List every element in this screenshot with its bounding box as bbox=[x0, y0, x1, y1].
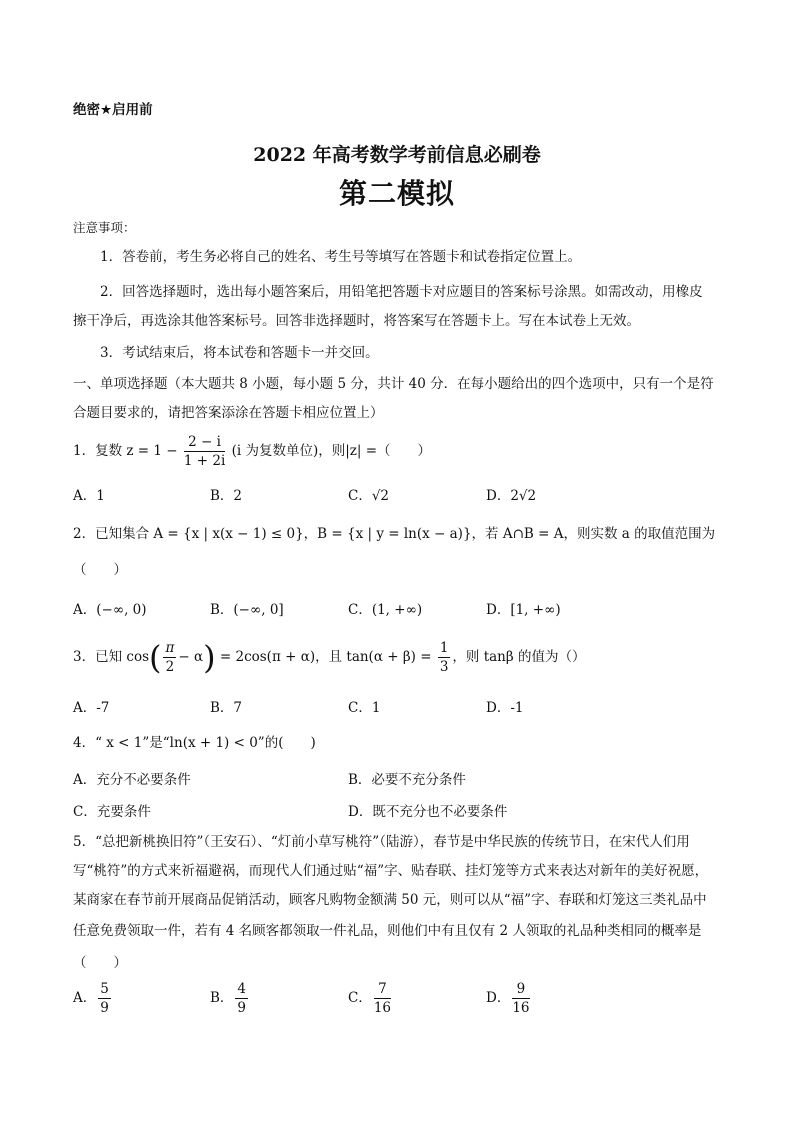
question-5-line-2: 写“桃符”的方式来祈福避祸，而现代人们通过贴“福”字、贴春联、挂灯笼等方式来表达对新年的美好祝愿， bbox=[73, 863, 709, 879]
note-item-2-cont: 擦干净后，再选涂其他答案标号。回答非选择题时，将答案写在答题卡上。写在本试卷上无效。 bbox=[73, 313, 640, 329]
question-5: 5．“总把新桃换旧符”（王安石）、“灯前小草写桃符”（陆游），春节是中华民族的传统节日，在宋代人们用 bbox=[73, 834, 690, 850]
exam-title: 2022 年高考数学考前信息必刷卷 bbox=[253, 144, 541, 166]
q4-option-a: A．充分不必要条件 bbox=[73, 772, 191, 788]
q5-option-c-label: C． bbox=[348, 990, 372, 1006]
secret-label: 绝密★启用前 bbox=[73, 102, 153, 118]
q5-b-den: 9 bbox=[237, 1000, 247, 1016]
q5-a-num: 5 bbox=[100, 981, 109, 997]
q5-c-den: 16 bbox=[373, 1000, 392, 1016]
note-item-3: 3．考试结束后，将本试卷和答题卡一并交回。 bbox=[100, 345, 379, 361]
question-5-line-4: 任意免费领取一件，若有 4 名顾客都领取一件礼品，则他们中有且仅有 2 人领取的礼品种类相同的概率是 bbox=[73, 923, 702, 939]
q3-prefix: 3．已知 cos bbox=[73, 649, 149, 665]
q1-suffix: (i 为复数单位)，则|z| =（ ） bbox=[231, 443, 432, 459]
q1-option-d: D．2√2 bbox=[486, 488, 537, 504]
question-2: 2．已知集合 A = {x | x(x − 1) ≤ 0}，B = {x | y = ln(x − a)}，若 A∩B = A，则实数 a 的取值范围为 bbox=[73, 526, 716, 542]
q4-option-c: C．充要条件 bbox=[73, 804, 151, 820]
q1-option-b: B．2 bbox=[210, 488, 243, 504]
q5-c-num: 7 bbox=[374, 980, 391, 999]
question-3 bbox=[73, 634, 585, 681]
q5-d-den: 16 bbox=[512, 1000, 530, 1016]
q5-d-num: 9 bbox=[512, 980, 529, 999]
q1-denominator: 1 + 2i bbox=[183, 453, 226, 469]
q3-option-d: D．-1 bbox=[486, 700, 524, 716]
question-4: 4．“ x < 1”是“ln(x + 1) < 0”的( ) bbox=[73, 735, 316, 751]
q3-fraction-2 bbox=[438, 639, 451, 676]
left-paren-glyph: ( bbox=[149, 638, 162, 677]
q5-option-b-label: B． bbox=[210, 990, 234, 1006]
q3-num-2: 1 bbox=[439, 640, 449, 656]
section-heading: 一、单项选择题（本大题共 8 小题，每小题 5 分，共计 40 分．在每小题给出的四个选项中，只有一个是符 bbox=[73, 376, 714, 392]
q4-option-d: D．既不充分也不必要条件 bbox=[348, 804, 508, 820]
q3-num-1: π bbox=[165, 640, 175, 656]
question-1 bbox=[73, 432, 431, 470]
note-item-1: 1．答卷前，考生务必将自己的姓名、考生号等填写在答题卡和试卷指定位置上。 bbox=[100, 249, 582, 265]
q5-option-d-label: D． bbox=[486, 990, 511, 1006]
q5-b-num: 4 bbox=[237, 981, 247, 997]
q3-den-1: 2 bbox=[165, 659, 175, 675]
q3-option-b: B．7 bbox=[210, 700, 243, 716]
q1-option-a: A．1 bbox=[73, 488, 105, 504]
q3-mid: − α bbox=[178, 649, 204, 665]
note-item-2: 2．回答选择题时，选出每小题答案后，用铅笔把答题卡对应题目的答案标号涂黑。如需改动，用橡皮 bbox=[100, 284, 703, 300]
q3-suffix: ，则 tanβ 的值为（） bbox=[452, 649, 586, 665]
right-paren-glyph: ) bbox=[203, 638, 216, 677]
exam-subtitle: 第二模拟 bbox=[338, 177, 455, 210]
q5-option-c bbox=[348, 980, 393, 1017]
q5-option-d bbox=[486, 980, 532, 1017]
q3-fraction-1 bbox=[163, 639, 176, 676]
q3-after: = 2cos(π + α)，且 tan(α + β) = bbox=[219, 649, 432, 665]
q4-option-b: B．必要不充分条件 bbox=[348, 772, 466, 788]
q5-option-a bbox=[73, 980, 113, 1017]
q1-option-c: C．√2 bbox=[348, 488, 390, 504]
q3-option-c: C．1 bbox=[348, 700, 381, 716]
q2-option-a: A．(−∞, 0) bbox=[73, 602, 147, 618]
question-5-line-3: 某商家在春节前开展商品促销活动，顾客凡购物金额满 50 元，则可以从“福”字、春联和灯笼这三类礼品中 bbox=[73, 892, 707, 908]
q2-option-b: B．(−∞, 0] bbox=[210, 602, 284, 618]
q2-option-c: C．(1, +∞) bbox=[348, 602, 423, 618]
q2-option-d: D．[1, +∞) bbox=[486, 602, 561, 618]
q5-a-den: 9 bbox=[100, 1000, 109, 1016]
q5-option-a-label: A． bbox=[73, 990, 97, 1006]
q3-den-2: 3 bbox=[439, 659, 449, 675]
q1-numerator: 2 − i bbox=[184, 433, 225, 452]
q3-option-a: A．-7 bbox=[73, 700, 110, 716]
q1-prefix: 1．复数 z = 1 − bbox=[73, 443, 178, 459]
q1-fraction bbox=[184, 433, 225, 470]
question-2-cont: （ ） bbox=[73, 562, 127, 578]
notes-heading: 注意事项： bbox=[73, 220, 136, 235]
section-heading-cont: 合题目要求的，请把答案添涂在答题卡相应位置上） bbox=[73, 405, 384, 421]
q5-option-b bbox=[210, 980, 250, 1017]
question-5-line-5: （ ） bbox=[73, 955, 127, 971]
